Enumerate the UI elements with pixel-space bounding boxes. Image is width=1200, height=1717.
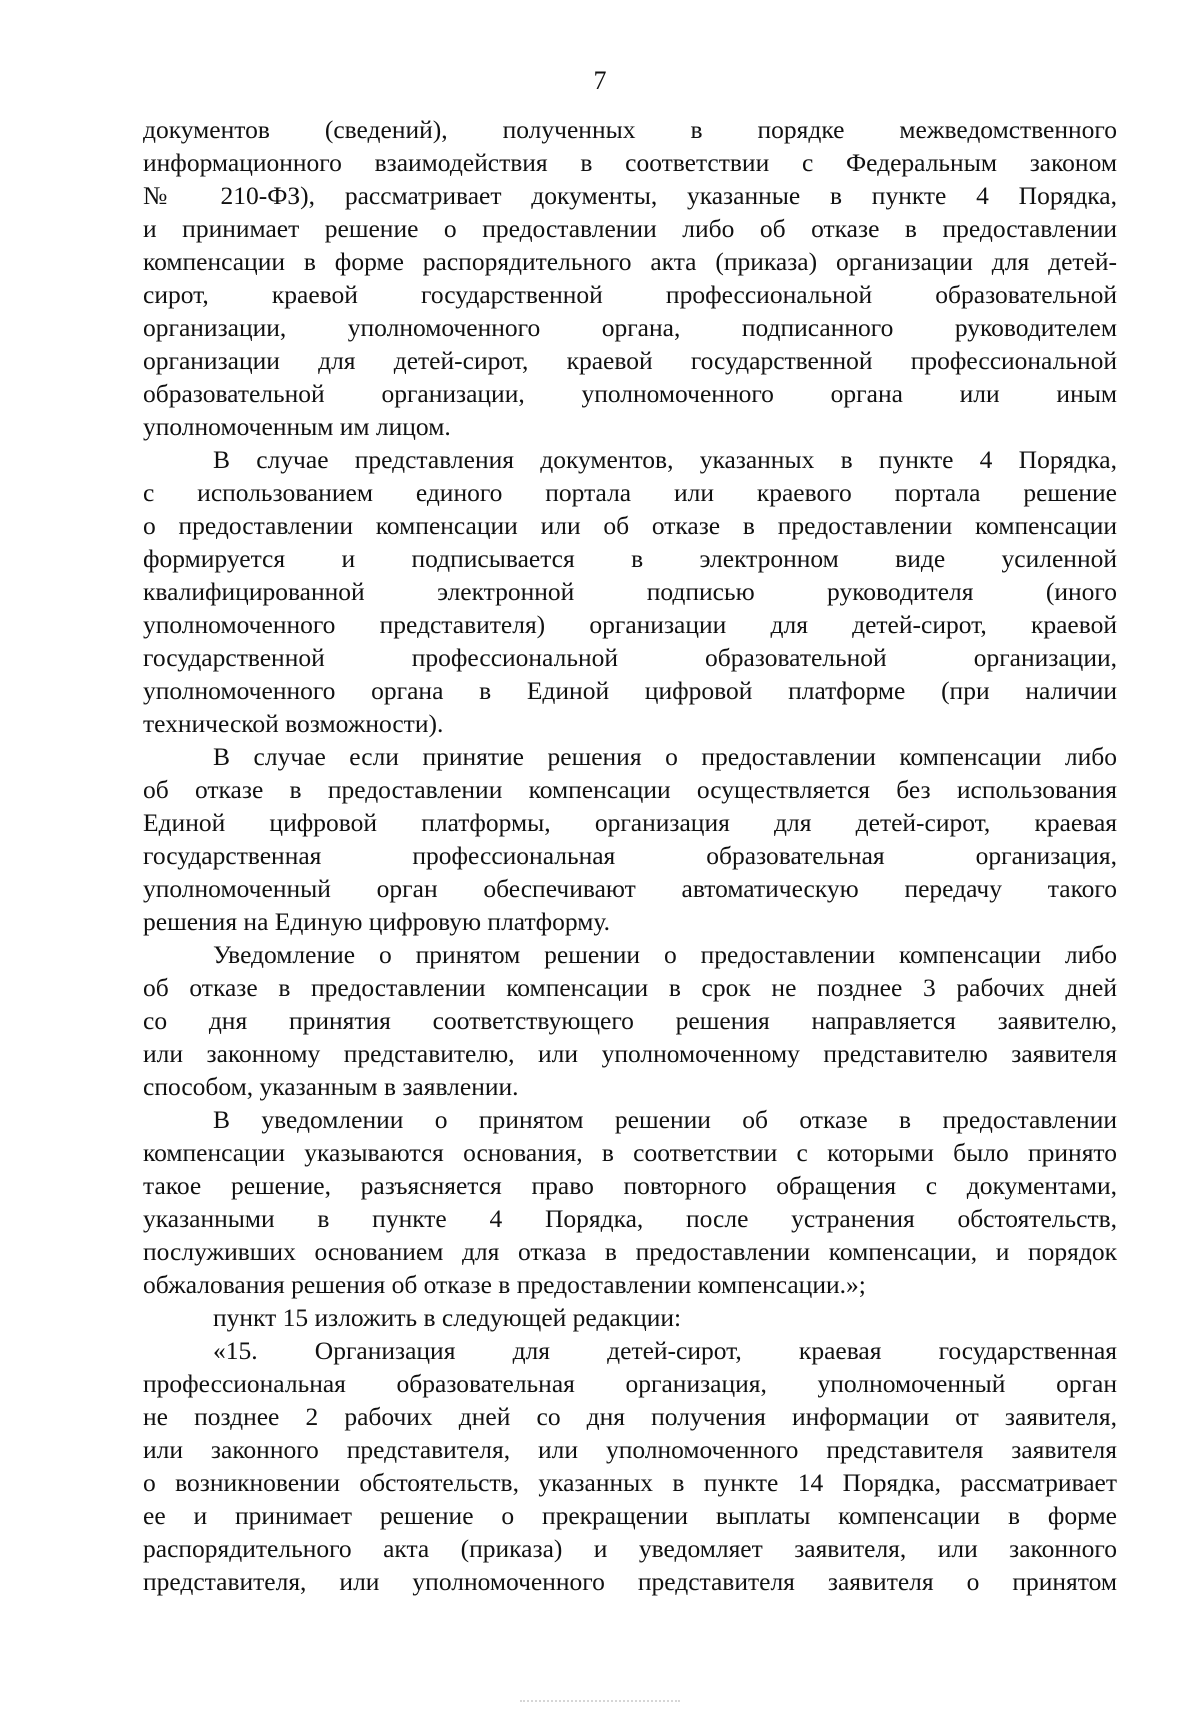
text-line: послуживших основанием для отказа в предоставлении компенсации, и порядок <box>143 1237 1117 1266</box>
text-line: об отказе в предоставлении компенсации осуществляется без использования <box>143 775 1117 804</box>
text-line: не позднее 2 рабочих дней со дня получения информации от заявителя, <box>143 1402 1117 1431</box>
text-line: уполномоченного органа в Единой цифровой платформе (при наличии <box>143 676 1117 705</box>
text-line: информационного взаимодействия в соответствии с Федеральным законом <box>143 148 1117 177</box>
document-body <box>143 113 1117 1598</box>
text-line: об отказе в предоставлении компенсации в срок не позднее 3 рабочих дней <box>143 973 1117 1002</box>
text-line: № 210-ФЗ), рассматривает документы, указанные в пункте 4 Порядка, <box>143 181 1117 210</box>
text-line: такое решение, разъясняется право повторного обращения с документами, <box>143 1171 1117 1200</box>
text-line: государственная профессиональная образовательная организация, <box>143 841 1117 870</box>
page-number: 7 <box>593 66 607 95</box>
paragraph-first-line: В случае представления документов, указанных в пункте 4 Порядка, <box>213 445 1117 474</box>
text-line: компенсации в форме распорядительного акта (приказа) организации для детей- <box>143 247 1117 276</box>
paragraph-first-line: В случае если принятие решения о предоставлении компенсации либо <box>213 742 1117 771</box>
text-line: Единой цифровой платформы, организация для детей-сирот, краевая <box>143 808 1117 837</box>
text-line: организации, уполномоченного органа, подписанного руководителем <box>143 313 1117 342</box>
paragraph-first-line: пункт 15 изложить в следующей редакции: <box>213 1303 682 1332</box>
text-line: с использованием единого портала или краевого портала решение <box>143 478 1117 507</box>
text-line: со дня принятия соответствующего решения направляется заявителю, <box>143 1006 1117 1035</box>
text-line: способом, указанным в заявлении. <box>143 1072 519 1101</box>
text-line: формируется и подписывается в электронном виде усиленной <box>143 544 1117 573</box>
text-line: уполномоченным им лицом. <box>143 412 451 441</box>
text-line: сирот, краевой государственной профессиональной образовательной <box>143 280 1117 309</box>
text-line: организации для детей-сирот, краевой государственной профессиональной <box>143 346 1117 375</box>
text-line: решения на Единую цифровую платформу. <box>143 907 610 936</box>
text-line: или законного представителя, или уполномоченного представителя заявителя <box>143 1435 1117 1464</box>
text-line: распорядительного акта (приказа) и уведомляет заявителя, или законного <box>143 1534 1117 1563</box>
text-line: о предоставлении компенсации или об отказе в предоставлении компенсации <box>143 511 1117 540</box>
text-line: профессиональная образовательная организация, уполномоченный орган <box>143 1369 1117 1398</box>
paragraph-first-line: Уведомление о принятом решении о предоставлении компенсации либо <box>213 940 1117 969</box>
text-line: указанными в пункте 4 Порядка, после устранения обстоятельств, <box>143 1204 1117 1233</box>
text-line: квалифицированной электронной подписью руководителя (иного <box>143 577 1117 606</box>
text-line: образовательной организации, уполномоченного органа или иным <box>143 379 1117 408</box>
text-line: компенсации указываются основания, в соответствии с которыми было принято <box>143 1138 1117 1167</box>
text-line: представителя, или уполномоченного представителя заявителя о принятом <box>143 1567 1117 1596</box>
text-line: или законному представителю, или уполномоченному представителю заявителя <box>143 1039 1117 1068</box>
text-line: обжалования решения об отказе в предоставлении компенсации.»; <box>143 1270 866 1299</box>
text-line: уполномоченного представителя) организации для детей-сирот, краевой <box>143 610 1117 639</box>
paragraph-first-line: В уведомлении о принятом решении об отказе в предоставлении <box>213 1105 1117 1134</box>
text-line: и принимает решение о предоставлении либо об отказе в предоставлении <box>143 214 1117 243</box>
text-line: технической возможности). <box>143 709 444 738</box>
text-line: уполномоченный орган обеспечивают автоматическую передачу такого <box>143 874 1117 903</box>
text-line: государственной профессиональной образовательной организации, <box>143 643 1117 672</box>
text-line: документов (сведений), полученных в порядке межведомственного <box>143 115 1117 144</box>
text-line: ее и принимает решение о прекращении выплаты компенсации в форме <box>143 1501 1117 1530</box>
faint-footer-mark <box>520 1700 680 1712</box>
paragraph-first-line: «15. Организация для детей-сирот, краевая государственная <box>213 1336 1117 1365</box>
text-line: о возникновении обстоятельств, указанных в пункте 14 Порядка, рассматривает <box>143 1468 1117 1497</box>
